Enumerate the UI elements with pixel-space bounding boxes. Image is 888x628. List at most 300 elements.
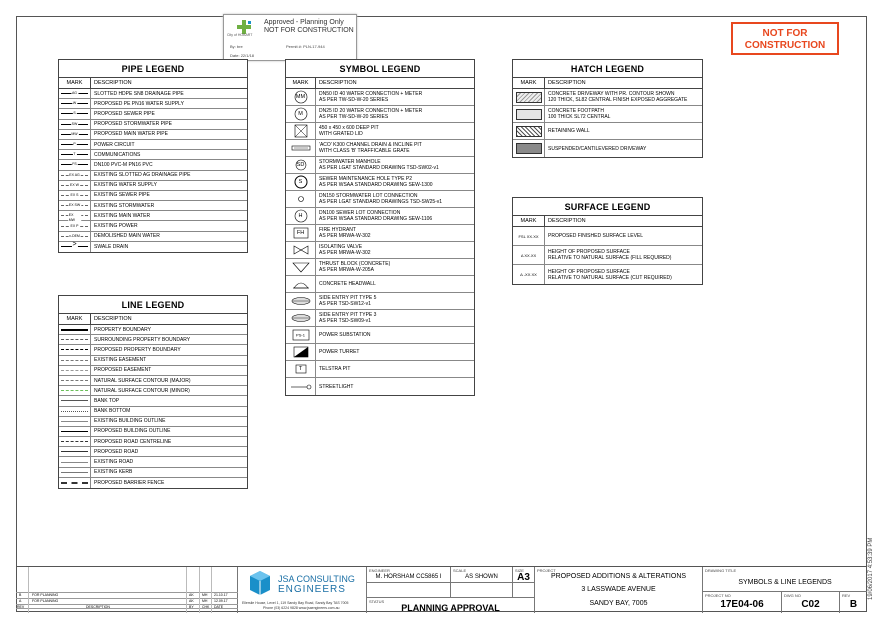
line-style-symbol bbox=[61, 380, 88, 381]
line-desc: EXISTING EASEMENT bbox=[94, 357, 147, 364]
symbol-desc-line2: AS PER TSD-SW12-v1 bbox=[319, 301, 371, 307]
pipe-mark-code: T bbox=[73, 152, 76, 157]
side-entry-pit-icon bbox=[286, 310, 316, 326]
desc-header: DESCRIPTION bbox=[319, 80, 357, 86]
symbol-legend-row bbox=[286, 327, 474, 344]
mark-header: MARK bbox=[513, 216, 545, 226]
pipe-desc: PROPOSED MAIN WATER PIPE bbox=[94, 131, 168, 138]
line-legend-row bbox=[59, 468, 247, 478]
pipe-legend-row bbox=[59, 160, 247, 170]
engineer-label: ENGINEER bbox=[369, 568, 390, 573]
line-legend-row bbox=[59, 437, 247, 447]
symbol-desc bbox=[316, 244, 371, 256]
pipe-legend-rows bbox=[59, 89, 247, 252]
surface-legend-title: SURFACE LEGEND bbox=[513, 198, 702, 216]
symbol-legend-row bbox=[286, 123, 474, 140]
project-line3: SANDY BAY, 7005 bbox=[589, 600, 648, 607]
symbol-desc-line2: WITH GRATED LID bbox=[319, 131, 363, 137]
symbol-desc bbox=[316, 91, 422, 103]
symbol-desc bbox=[316, 210, 432, 222]
pipe-legend-row bbox=[59, 211, 247, 221]
line-style-symbol bbox=[61, 462, 88, 463]
pipe-mark bbox=[59, 140, 91, 149]
hatch-swatch bbox=[516, 143, 542, 154]
surface-desc bbox=[545, 249, 671, 261]
hatch-desc bbox=[545, 91, 687, 103]
pipe-mark-code: SW bbox=[71, 121, 78, 126]
pipe-legend-row bbox=[59, 130, 247, 140]
drawing-title-value: SYMBOLS & LINE LEGENDS bbox=[738, 579, 832, 586]
size-label: SIZE bbox=[515, 568, 524, 573]
hatch-swatch bbox=[516, 126, 542, 137]
rev-id: B bbox=[19, 593, 22, 597]
line-mark bbox=[59, 478, 91, 488]
water-meter-icon bbox=[286, 89, 316, 105]
line-legend-row bbox=[59, 325, 247, 335]
revision-row bbox=[16, 598, 238, 603]
pipe-line-symbol bbox=[61, 205, 88, 206]
pipe-mark-code: x-DEM bbox=[69, 233, 80, 238]
surface-mark-code: Δ -XX.XX bbox=[520, 272, 537, 277]
revision-header bbox=[16, 604, 238, 609]
surface-desc-line1: HEIGHT OF PROPOSED SURFACE bbox=[548, 249, 630, 255]
rev-date: 12.09.17 bbox=[214, 599, 228, 603]
sewer-connection-icon bbox=[286, 208, 316, 224]
line-legend-row bbox=[59, 407, 247, 417]
hatch-mark bbox=[513, 106, 545, 122]
symbol-legend-row bbox=[286, 276, 474, 293]
symbol-legend-row bbox=[286, 191, 474, 208]
symbol-desc-line1: 'ACO' K300 CHANNEL DRAIN & INCLINE PIT bbox=[319, 142, 422, 148]
symbol-legend-row bbox=[286, 259, 474, 276]
hatch-legend bbox=[512, 59, 703, 158]
hatch-mark bbox=[513, 89, 545, 105]
pipe-legend-row bbox=[59, 221, 247, 231]
symbol-legend-row bbox=[286, 344, 474, 361]
line-legend-header bbox=[59, 314, 247, 325]
revision-row bbox=[16, 592, 238, 597]
pipe-mark bbox=[59, 120, 91, 129]
surface-mark bbox=[513, 227, 545, 245]
surface-legend-row bbox=[513, 265, 702, 284]
rev-head-rev: REV bbox=[17, 605, 25, 609]
line-desc: PROPERTY BOUNDARY bbox=[94, 326, 151, 333]
pipe-desc: EXISTING STORMWATER bbox=[94, 202, 155, 209]
status-value: PLANNING APPROVAL bbox=[401, 603, 500, 613]
line-legend-row bbox=[59, 457, 247, 467]
scale-label: SCALE bbox=[453, 568, 467, 573]
pipe-desc: EXISTING SLOTTED AG DRAINAGE PIPE bbox=[94, 172, 191, 179]
line-legend-row bbox=[59, 417, 247, 427]
rev-head-by: BY bbox=[189, 605, 194, 609]
line-mark bbox=[59, 366, 91, 375]
channel-drain-icon bbox=[286, 140, 316, 156]
symbol-desc-line1: DN100 SEWER LOT CONNECTION bbox=[319, 210, 401, 216]
side-entry-pit-icon bbox=[286, 293, 316, 309]
stamp-approved: Approved - Planning Only bbox=[264, 19, 344, 26]
pipe-legend-row bbox=[59, 201, 247, 211]
pipe-mark bbox=[59, 221, 91, 230]
company-name-2: ENGINEERS bbox=[278, 584, 346, 595]
desc-header: DESCRIPTION bbox=[94, 316, 132, 322]
surface-mark-code: FSL XX.XX bbox=[518, 233, 539, 239]
symbol-desc-line1: CONCRETE HEADWALL bbox=[319, 281, 376, 287]
pipe-mark-code: FS bbox=[72, 162, 77, 167]
streetlight-icon-graphic bbox=[289, 380, 313, 394]
pipe-mark-code: > bbox=[72, 241, 77, 249]
pipe-mark bbox=[59, 242, 91, 252]
grated-pit-icon-graphic bbox=[289, 124, 313, 138]
symbol-desc bbox=[316, 176, 433, 188]
pipe-desc: EXISTING MAIN WATER bbox=[94, 212, 151, 219]
line-legend-row bbox=[59, 335, 247, 345]
pipe-mark-code: S bbox=[73, 111, 76, 116]
pipe-line-symbol bbox=[61, 182, 88, 187]
symbol-desc-line1: POWER TURRET bbox=[319, 349, 360, 355]
pipe-legend-row bbox=[59, 171, 247, 181]
power-substation-icon bbox=[286, 327, 316, 343]
line-desc: PROPOSED EASEMENT bbox=[94, 367, 152, 374]
rev-head-desc: DESCRIPTION bbox=[86, 605, 110, 609]
symbol-desc bbox=[316, 349, 359, 355]
symbol-desc-line2: WITH CLASS 'B' TRAFFICABLE GRATE bbox=[319, 148, 410, 154]
stamp-date: 22/1/18 bbox=[240, 53, 255, 58]
line-style-symbol bbox=[61, 370, 88, 371]
symbol-desc bbox=[316, 312, 376, 324]
dwg-no-cell bbox=[781, 591, 839, 613]
stormwater-manhole-icon bbox=[286, 157, 316, 173]
symbol-legend bbox=[285, 59, 475, 396]
line-mark bbox=[59, 437, 91, 446]
pipe-line-symbol bbox=[61, 93, 88, 94]
symbol-legend-row bbox=[286, 157, 474, 174]
pipe-mark-code: EX P bbox=[70, 223, 79, 228]
line-mark bbox=[59, 457, 91, 466]
line-desc: EXISTING KERB bbox=[94, 469, 133, 476]
symbol-desc-line2: AS PER TW-SD-W-20 SERIES bbox=[319, 114, 389, 120]
pipe-desc: EXISTING POWER bbox=[94, 223, 138, 230]
rev-chk: MH bbox=[202, 599, 208, 603]
hatch-mark bbox=[513, 140, 545, 157]
pipe-legend-row bbox=[59, 120, 247, 130]
power-turret-icon bbox=[286, 344, 316, 360]
symbol-desc bbox=[316, 384, 353, 390]
pipe-mark-code: P bbox=[73, 142, 76, 147]
sewer-maintenance-hole-icon bbox=[286, 174, 316, 190]
surface-desc bbox=[545, 233, 643, 239]
project-label: PROJECT bbox=[537, 568, 556, 573]
hatch-legend-rows bbox=[513, 89, 702, 157]
title-block bbox=[16, 566, 867, 612]
pipe-line-symbol bbox=[61, 113, 88, 114]
surface-desc-line2: RELATIVE TO NATURAL SURFACE (FILL REQUIRED) bbox=[548, 255, 672, 261]
pipe-mark bbox=[59, 99, 91, 108]
hatch-legend-row bbox=[513, 140, 702, 157]
line-legend-row bbox=[59, 478, 247, 488]
hatch-desc bbox=[545, 128, 590, 134]
line-style-symbol bbox=[61, 390, 88, 391]
company-contact: Phone (03) 6224 9828 www.jsaengineers.com.au bbox=[263, 606, 340, 610]
symbol-desc-line1: THRUST BLOCK (CONCRETE) bbox=[319, 261, 391, 267]
line-desc: EXISTING ROAD bbox=[94, 459, 134, 466]
surface-mark bbox=[513, 265, 545, 284]
pipe-mark bbox=[59, 232, 91, 241]
pipe-line-symbol bbox=[61, 144, 88, 145]
symbol-desc bbox=[316, 332, 370, 338]
symbol-desc bbox=[316, 108, 422, 120]
pipe-desc: POWER CIRCUIT bbox=[94, 141, 135, 148]
line-mark bbox=[59, 386, 91, 395]
line-legend-rows bbox=[59, 325, 247, 488]
pipe-mark bbox=[59, 130, 91, 139]
stamp-org: City of HOBART bbox=[227, 33, 253, 37]
symbol-desc-line2: AS PER WSAA STANDARD DRAWING SEW-1300 bbox=[319, 182, 433, 188]
symbol-desc bbox=[316, 193, 442, 205]
hatch-desc-line2: 120 THICK, SL82 CENTRAL FINISH EXPOSED AGGREGATE bbox=[548, 97, 688, 103]
thrust-block-icon-graphic bbox=[289, 260, 313, 274]
not-for-construction-banner bbox=[731, 22, 839, 55]
drawing-title-cell bbox=[702, 567, 867, 591]
rev-head-chk: CHK bbox=[202, 605, 210, 609]
surface-legend-header bbox=[513, 216, 702, 227]
thrust-block-icon bbox=[286, 259, 316, 275]
line-legend-row bbox=[59, 376, 247, 386]
hatch-legend-row bbox=[513, 106, 702, 123]
hatch-legend-title: HATCH LEGEND bbox=[513, 60, 702, 78]
surface-mark bbox=[513, 246, 545, 264]
line-style-symbol bbox=[61, 472, 88, 473]
telstra-pit-icon bbox=[286, 361, 316, 377]
line-desc: PROPOSED PROPERTY BOUNDARY bbox=[94, 346, 181, 353]
line-legend-title: LINE LEGEND bbox=[59, 296, 247, 314]
line-style-symbol bbox=[61, 349, 88, 350]
line-style-symbol bbox=[61, 360, 88, 361]
line-legend-row bbox=[59, 427, 247, 437]
pipe-mark-code: EX S bbox=[70, 192, 79, 197]
symbol-mark-code: FH bbox=[296, 230, 305, 236]
stamp-date-label: Date: bbox=[230, 53, 240, 58]
line-desc: NATURAL SURFACE CONTOUR (MAJOR) bbox=[94, 377, 191, 384]
symbol-desc bbox=[316, 125, 379, 137]
pipe-mark-code: AG bbox=[71, 91, 78, 96]
symbol-desc-line1: 450 x 450 x 600 DEEP PIT bbox=[319, 125, 379, 131]
symbol-legend-row bbox=[286, 89, 474, 106]
hatch-desc-line1: SUSPENDED/CANTILEVERED DRIVEWAY bbox=[548, 145, 647, 152]
line-legend-row bbox=[59, 356, 247, 366]
line-mark bbox=[59, 447, 91, 456]
side-entry-pit-icon-graphic bbox=[289, 294, 313, 308]
desc-header: DESCRIPTION bbox=[548, 80, 586, 86]
pipe-legend-row bbox=[59, 232, 247, 242]
symbol-mark-code: SD bbox=[296, 162, 305, 168]
pipe-legend-row bbox=[59, 109, 247, 119]
symbol-desc bbox=[316, 159, 439, 171]
pipe-line-symbol bbox=[61, 241, 88, 249]
project-line2: 3 LASSWADE AVENUE bbox=[581, 586, 656, 593]
pipe-mark-code: EX AG bbox=[69, 172, 80, 177]
pipe-line-symbol bbox=[61, 192, 88, 197]
mark-header: MARK bbox=[513, 78, 545, 88]
rev-chk: MH bbox=[202, 593, 208, 597]
stamp-by-label: By: bbox=[230, 44, 236, 49]
pipe-mark bbox=[59, 150, 91, 159]
symbol-desc-line1: SIDE ENTRY PIT TYPE 5 bbox=[319, 295, 377, 301]
desc-header: DESCRIPTION bbox=[548, 218, 586, 224]
symbol-legend-rows bbox=[286, 89, 474, 395]
pipe-line-symbol bbox=[61, 213, 88, 223]
water-meter-icon bbox=[286, 106, 316, 122]
surface-desc-line1: HEIGHT OF PROPOSED SURFACE bbox=[548, 268, 630, 275]
dwg-no-value: C02 bbox=[801, 599, 820, 610]
line-style-symbol bbox=[61, 400, 88, 401]
line-legend bbox=[58, 295, 248, 489]
pipe-mark-code: W bbox=[72, 101, 77, 106]
pipe-desc: COMMUNICATIONS bbox=[94, 151, 141, 158]
line-legend-row bbox=[59, 345, 247, 355]
line-mark bbox=[59, 356, 91, 365]
headwall-icon bbox=[286, 276, 316, 292]
project-cell bbox=[534, 567, 702, 613]
pipe-mark bbox=[59, 201, 91, 210]
hatch-legend-row bbox=[513, 123, 702, 140]
pipe-legend-row bbox=[59, 99, 247, 109]
stamp-permit-label: Permit #: bbox=[286, 44, 303, 49]
line-desc: PROPOSED BARRIER FENCE bbox=[94, 479, 165, 486]
symbol-desc-line1: DN150 STORMWATER LOT CONNECTION bbox=[319, 193, 418, 199]
pipe-mark bbox=[59, 191, 91, 200]
company-address: Ellerslie House, Level 1, 119 Sandy Bay Road, Sandy Bay TAS 7005 bbox=[242, 601, 349, 605]
pipe-mark bbox=[59, 109, 91, 118]
line-legend-row bbox=[59, 447, 247, 457]
pipe-desc: SLOTTED HDPE SN8 DRAINAGE PIPE bbox=[94, 90, 184, 97]
line-desc: BANK BOTTOM bbox=[94, 408, 131, 415]
pipe-legend-title: PIPE LEGEND bbox=[59, 60, 247, 78]
surface-desc-line1: PROPOSED FINISHED SURFACE LEVEL bbox=[548, 233, 644, 239]
pipe-mark bbox=[59, 160, 91, 169]
approval-stamp bbox=[223, 14, 357, 61]
line-mark bbox=[59, 407, 91, 416]
symbol-legend-row bbox=[286, 140, 474, 157]
line-desc: NATURAL SURFACE CONTOUR (MINOR) bbox=[94, 387, 190, 394]
pipe-legend-row bbox=[59, 191, 247, 201]
hatch-swatch bbox=[516, 109, 542, 120]
stamp-nfc: NOT FOR CONSTRUCTION bbox=[264, 27, 354, 34]
hatch-desc-line1: RETAINING WALL bbox=[548, 128, 590, 134]
symbol-legend-row bbox=[286, 225, 474, 242]
company-name-1: JSA CONSULTING bbox=[278, 574, 355, 584]
symbol-desc bbox=[316, 261, 390, 273]
symbol-legend-row bbox=[286, 106, 474, 123]
pipe-line-symbol bbox=[61, 223, 88, 228]
line-mark bbox=[59, 335, 91, 344]
project-line1: PROPOSED ADDITIONS & ALTERATIONS bbox=[550, 573, 687, 580]
fire-hydrant-icon bbox=[286, 225, 316, 241]
hatch-desc-line1: CONCRETE DRIVEWAY WITH PR. CONTOUR SHOWN bbox=[548, 91, 675, 97]
symbol-legend-row bbox=[286, 293, 474, 310]
rev-label: REV bbox=[842, 593, 851, 598]
symbol-legend-row bbox=[286, 378, 474, 395]
dwg-no-label: DWG NO bbox=[784, 593, 801, 598]
status-label: STATUS bbox=[369, 599, 385, 604]
project-no-value: 17E04-06 bbox=[720, 599, 764, 610]
pipe-legend bbox=[58, 59, 248, 253]
hatch-swatch bbox=[516, 92, 542, 103]
line-style-symbol bbox=[61, 482, 88, 484]
isolating-valve-icon-graphic bbox=[289, 243, 313, 257]
headwall-icon-graphic bbox=[289, 277, 313, 291]
engineer-value: M. HORSHAM CC5865 I bbox=[375, 574, 442, 580]
symbol-mark-code: T bbox=[298, 366, 303, 372]
mark-header: MARK bbox=[59, 314, 91, 324]
nfc-line2: CONSTRUCTION bbox=[744, 40, 826, 51]
line-mark bbox=[59, 427, 91, 436]
stormwater-connection-icon bbox=[286, 191, 316, 207]
rev-desc: FOR PLANNING bbox=[32, 599, 59, 603]
line-mark bbox=[59, 376, 91, 385]
pipe-legend-row bbox=[59, 150, 247, 160]
line-mark bbox=[59, 417, 91, 426]
pipe-mark bbox=[59, 171, 91, 180]
rev-value: B bbox=[849, 599, 858, 610]
symbol-desc-line2: AS PER TW-SD-W-20 SERIES bbox=[319, 97, 389, 103]
rev-cell bbox=[839, 591, 867, 613]
line-legend-row bbox=[59, 396, 247, 406]
symbol-legend-row bbox=[286, 242, 474, 259]
symbol-legend-title: SYMBOL LEGEND bbox=[286, 60, 474, 78]
pipe-desc: PROPOSED STORMWATER PIPE bbox=[94, 121, 172, 128]
rev-by: AK bbox=[189, 599, 194, 603]
pipe-mark-code: EX W bbox=[70, 182, 79, 187]
hatch-desc bbox=[545, 108, 610, 120]
line-style-symbol bbox=[61, 339, 88, 340]
stamp-permit: PLN-17-944 bbox=[303, 44, 325, 49]
surface-legend-row bbox=[513, 246, 702, 265]
streetlight-icon bbox=[286, 378, 316, 395]
line-desc: SURROUNDING PROPERTY BOUNDARY bbox=[94, 336, 191, 343]
plot-timestamp: 19/06/2017 4:53:39 PM bbox=[868, 537, 874, 600]
symbol-desc-line1: POWER SUBSTATION bbox=[319, 332, 371, 338]
line-desc: EXISTING BUILDING OUTLINE bbox=[94, 418, 166, 425]
pipe-mark-code: MW bbox=[71, 131, 78, 136]
hatch-desc-line2: 100 THICK SL72 CENTRAL bbox=[548, 114, 611, 120]
line-legend-row bbox=[59, 386, 247, 396]
pipe-mark-code: EX SW bbox=[68, 203, 81, 208]
pipe-legend-row bbox=[59, 89, 247, 99]
symbol-mark-code: PS-1 bbox=[296, 332, 305, 338]
line-style-symbol bbox=[61, 451, 88, 452]
hatch-mark bbox=[513, 123, 545, 139]
symbol-legend-row bbox=[286, 208, 474, 225]
line-mark bbox=[59, 396, 91, 405]
symbol-desc-line2: AS PER MRWA-W-302 bbox=[319, 233, 371, 239]
symbol-desc-line1: TELSTRA PIT bbox=[319, 366, 351, 372]
line-mark bbox=[59, 325, 91, 334]
pipe-desc: DEMOLISHED MAIN WATER bbox=[94, 233, 160, 240]
line-desc: PROPOSED ROAD CENTRELINE bbox=[94, 438, 172, 445]
rev-head-date: DATE bbox=[214, 605, 224, 609]
line-style-symbol bbox=[61, 441, 88, 442]
hatch-legend-row bbox=[513, 89, 702, 106]
symbol-desc-line1: STREETLIGHT bbox=[319, 383, 354, 390]
line-style-symbol bbox=[61, 431, 88, 432]
rev-id: A bbox=[19, 599, 22, 603]
pipe-desc: EXISTING SEWER PIPE bbox=[94, 192, 150, 199]
scale-value: AS SHOWN bbox=[465, 574, 498, 580]
rev-date: 21.10.17 bbox=[214, 593, 228, 597]
symbol-desc-line1: ISOLATING VALVE bbox=[319, 244, 363, 250]
nfc-line1: NOT FOR bbox=[762, 28, 808, 39]
line-style-symbol bbox=[61, 329, 88, 331]
